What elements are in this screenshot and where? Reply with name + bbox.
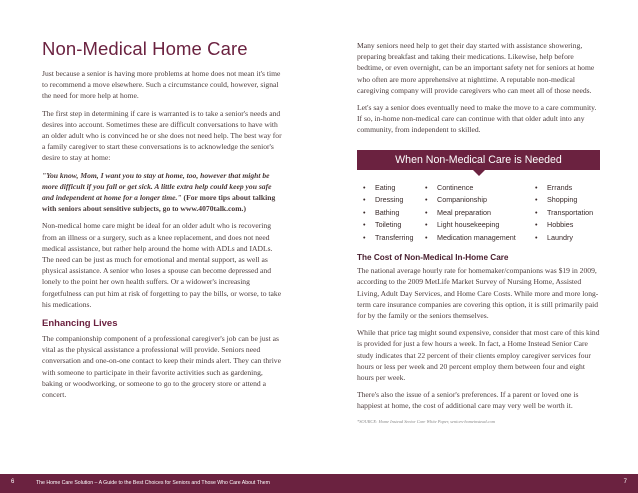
cost-heading: The Cost of Non-Medical In-Home Care <box>357 253 509 263</box>
page-number-left: 6 <box>11 479 15 485</box>
care-community-paragraph: Let's say a senior does eventually need to make the move to a care community. If so, in-home non-medical care can continue with that older adult into any community, from independent to skilled. <box>357 103 597 135</box>
bullet-icon: • <box>363 220 366 230</box>
bullet-icon: • <box>535 232 538 242</box>
list-item: • Hobbies <box>535 220 574 230</box>
price-paragraph: While that price tag might sound expensive, consider that most care of this kind is provided for just a few hours a week. In fact, a Home Instead Senior Care study indicates that 22 percent of their clients employ caregiver services four hours or less per week and 20 percent employ them between four and eight hours per week. <box>357 328 600 382</box>
bullet-icon: • <box>425 195 428 205</box>
cost-paragraph: The national average hourly rate for homemaker/companions was $19 in 2009, according to the 2009 MetLife Market Survey of Nursing Home, Assisted Living, Adult Day Services, and Home Care Costs. While more and more long-term care insurance companies are covering this option, it is still primarily paid for by the family or the seniors themselves. <box>357 266 599 320</box>
daily-help-paragraph: Many seniors need help to get their day started with assistance showering, preparing breakfast and taking their medications. Likewise, help before bedtime, or even overnight, can be an important safety net for seniors at home who often are more apprehensive at nighttime. A reputable non-medical caregiving company will provide caregivers who can meet all of those needs. <box>357 41 595 95</box>
bullet-icon: • <box>363 195 366 205</box>
quote-tip: (For more tips about talking with seniors about sensitive subjects, go to www.4070talk.com.) <box>42 193 276 214</box>
quote-text: "You know, Mom, I want you to stay at home, too, however that might be more difficult if you fall or get sick. A little extra help could keep you safe and independent at home for a longer time." <box>42 170 272 203</box>
footer-bar <box>0 474 638 493</box>
bullet-icon: • <box>425 182 428 192</box>
bullet-icon: • <box>535 182 538 192</box>
needs-list <box>363 182 600 244</box>
list-item: • Errands <box>535 182 573 192</box>
first-step-paragraph: The first step in determining if care is warranted is to take a senior's needs and desires into account. Sometimes these are difficult conversations to have with an older adult who is convinced he or she does not need help. The best way for a family caregiver to start these conversations is to acknowledge the senior's desire to stay at home: <box>42 108 282 163</box>
needs-banner: When Non-Medical Care is Needed <box>357 150 600 170</box>
quote-paragraph <box>42 170 282 215</box>
preferences-paragraph: There's also the issue of a senior's preferences. If a parent or loved one is happiest at home, the cost of additional care may very well be worth it. <box>357 390 579 411</box>
list-item: • Toileting <box>363 220 402 230</box>
enhancing-lives-heading: Enhancing Lives <box>42 318 118 330</box>
bullet-icon: • <box>363 207 366 217</box>
bullet-icon: • <box>363 232 366 242</box>
list-item: • Light housekeeping <box>425 220 500 230</box>
list-item: • Medication management <box>425 232 516 242</box>
bullet-icon: • <box>425 220 428 230</box>
list-item: • Shopping <box>535 195 578 205</box>
page-title: Non-Medical Home Care <box>42 38 248 59</box>
list-item: • Companionship <box>425 195 487 205</box>
left-column <box>42 38 282 406</box>
list-item: • Transferring <box>363 232 414 242</box>
bullet-icon: • <box>535 207 538 217</box>
ideal-care-paragraph: Non-medical home care might be ideal for an older adult who is recovering from an illness or a surgery, such as a knee replacement, and does not need medical assistance, but rather help around the home with ADLs and IADLs. The need can be just as much for emotional and mental support, as well as physical assistance. A senior who loses a spouse can become depressed and lonely to the point her own health suffers. Or a widower's increasing forgetfulness can put him at risk of forgetting to pay the bills, or worse, to take his medications. <box>42 221 282 309</box>
list-item: • Continence <box>425 182 474 192</box>
bullet-icon: • <box>363 182 366 192</box>
bullet-icon: • <box>425 207 428 217</box>
list-item: • Eating <box>363 182 396 192</box>
page-number-right: 7 <box>623 479 627 485</box>
bullet-icon: • <box>535 220 538 230</box>
list-item: • Laundry <box>535 232 573 242</box>
source-note: *SOURCE: Home Instead Senior Care White Paper, seniors-homeinstead.com <box>357 418 495 424</box>
bullet-icon: • <box>535 195 538 205</box>
right-column <box>357 40 600 425</box>
list-item: • Bathing <box>363 207 400 217</box>
list-item: • Dressing <box>363 195 404 205</box>
footer-title: The Home Care Solution – A Guide to the Best Choices for Seniors and Those Who Care About Them <box>36 480 270 486</box>
list-item: • Transportation <box>535 207 594 217</box>
companionship-paragraph: The companionship component of a professional caregiver's job can be just as vital as the physical assistance a professional will provide. Seniors need conversation and one-on-one contact to keep their minds alert. They can thrive with someone to participate in their favorite activities such as gardening, baking or woodworking, or someone to go to the grocery store or attend a concert. <box>42 334 281 400</box>
intro-paragraph: Just because a senior is having more problems at home does not mean it's time to recommend a move elsewhere. Such a circumstance could, however, signal the need for more help at home. <box>42 69 281 101</box>
bullet-icon: • <box>425 232 428 242</box>
list-item: • Meal preparation <box>425 207 491 217</box>
